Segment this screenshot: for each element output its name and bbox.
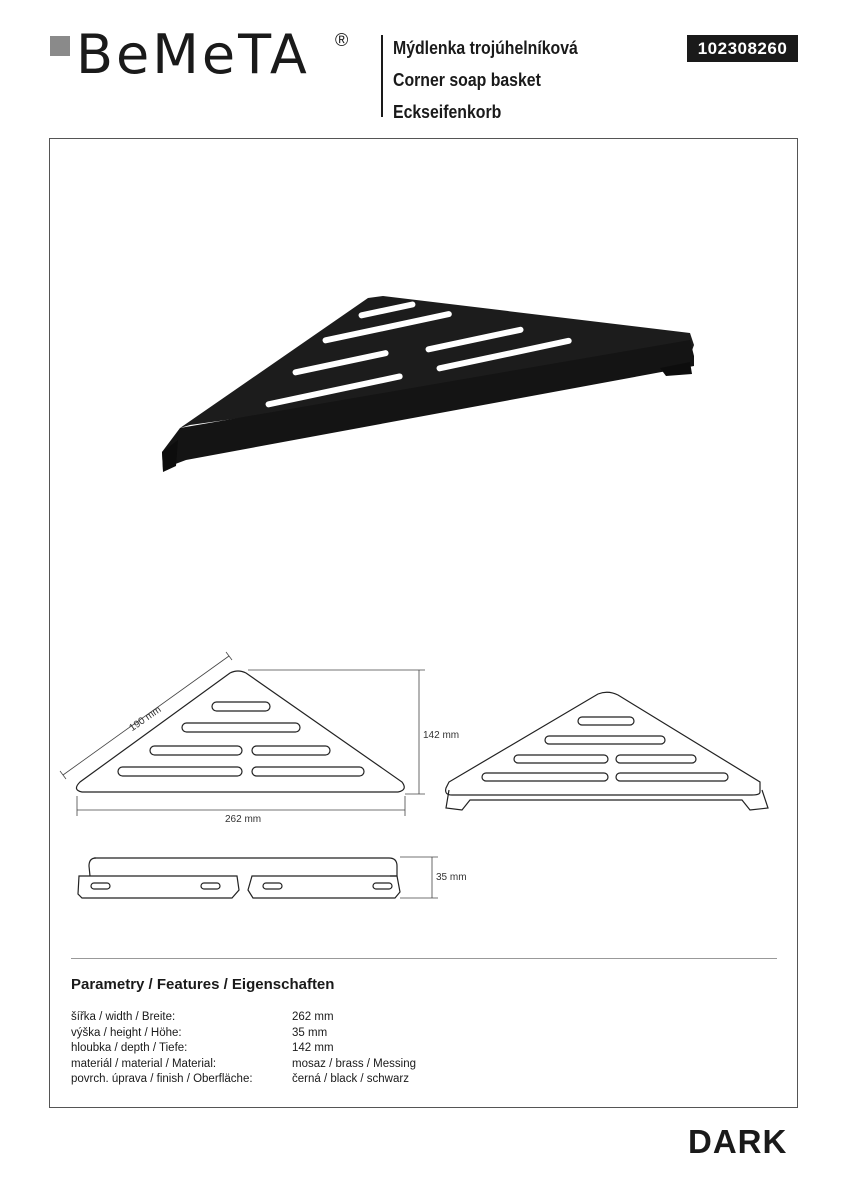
feature-label: šířka / width / Breite: bbox=[71, 1011, 176, 1023]
feature-row bbox=[71, 1072, 416, 1088]
dim-side-label: 190 mm bbox=[127, 704, 164, 735]
perspective-view-drawing bbox=[446, 692, 768, 810]
logo-wordmark: BeMeTA bbox=[76, 23, 310, 86]
feature-value: 262 mm bbox=[292, 1011, 334, 1023]
features-separator bbox=[71, 958, 777, 959]
top-view-drawing bbox=[76, 671, 404, 792]
registered-mark: ® bbox=[335, 30, 349, 50]
feature-label: povrch. úprava / finish / Oberfläche: bbox=[71, 1073, 253, 1086]
feature-value: 142 mm bbox=[292, 1042, 334, 1055]
product-title-cz: Mýdlenka trojúhelníková bbox=[393, 38, 578, 58]
finish-label: DARK bbox=[688, 1123, 788, 1160]
feature-value: 35 mm bbox=[292, 1026, 328, 1039]
feature-label: materiál / material / Material: bbox=[71, 1057, 217, 1070]
dim-depth-label: 142 mm bbox=[423, 730, 460, 741]
feature-label: výška / height / Höhe: bbox=[71, 1026, 182, 1039]
product-code: 102308260 bbox=[687, 35, 798, 62]
feature-value: mosaz / brass / Messing bbox=[292, 1057, 416, 1070]
features-table bbox=[71, 1010, 416, 1088]
product-title-de: Eckseifenkorb bbox=[393, 102, 502, 122]
product-title-en: Corner soap basket bbox=[393, 70, 541, 90]
feature-value: černá / black / schwarz bbox=[292, 1073, 409, 1086]
feature-row bbox=[71, 1057, 416, 1073]
feature-row bbox=[71, 1010, 416, 1026]
feature-label: hloubka / depth / Tiefe: bbox=[71, 1042, 188, 1055]
dim-width-label: 262 mm bbox=[225, 814, 262, 825]
side-view-drawing bbox=[78, 858, 400, 898]
dimension-lines bbox=[60, 652, 438, 898]
feature-row bbox=[71, 1026, 416, 1042]
feature-row bbox=[71, 1041, 416, 1057]
features-heading: Parametry / Features / Eigenschaften bbox=[71, 976, 335, 993]
product-render bbox=[162, 296, 694, 472]
dim-height-label: 35 mm bbox=[436, 872, 467, 883]
